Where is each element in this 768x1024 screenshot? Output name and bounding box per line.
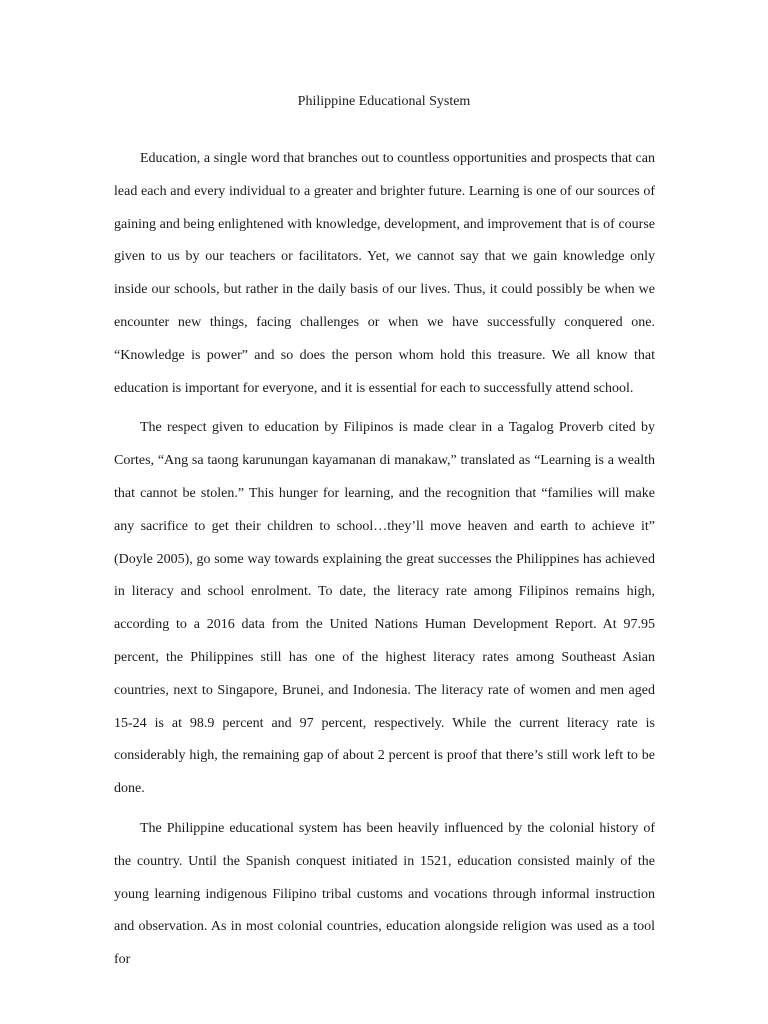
- paragraph-respect-for-education: The respect given to education by Filipinos is made clear in a Tagalog Proverb cited by Cortes, “Ang sa taong karunungan kayamanan di manakaw,” translated as “Learning is a wealth that cannot be stolen.” This hunger for learning, and the recognition that “families will make any sacrifice to get their children to school…they’ll move heaven and earth to achieve it” (Doyle 2005), go some way towards explaining the great successes the Philippines has achieved in literacy and school enrolment. To date, the literacy rate among Filipinos remains high, according to a 2016 data from the United Nations Human Development Report. At 97.95 percent, the Philippines still has one of the highest literacy rates among Southeast Asian countries, next to Singapore, Brunei, and Indonesia. The literacy rate of women and men aged 15-24 is at 98.9 percent and 97 percent, respectively. While the current literacy rate is considerably high, the remaining gap of about 2 percent is proof that there’s still work left to be done.: [114, 420, 655, 797]
- paragraph-education-intro: Education, a single word that branches out to countless opportunities and prospects that can lead each and every individual to a greater and brighter future. Learning is one of our sources of gaining and being enlightened with knowledge, development, and improvement that is of course given to us by our teachers or facilitators. Yet, we cannot say that we gain knowledge only inside our schools, but rather in the daily basis of our lives. Thus, it could possibly be when we encounter new things, facing challenges or when we have successfully conquered one. “Knowledge is power” and so does the person whom hold this treasure. We all know that education is important for everyone, and it is essential for each to successfully attend school.: [114, 151, 655, 396]
- document-title: Philippine Educational System: [297, 94, 471, 109]
- paragraph-colonial-history: The Philippine educational system has been heavily influenced by the colonial history of the country. Until the Spanish conquest initiated in 1521, education consisted mainly of the young learning indigenous Filipino tribal customs and vocations through informal instruction and observation. As in most colonial countries, education alongside religion was used as a tool for: [114, 820, 655, 968]
- document-body: [114, 143, 655, 977]
